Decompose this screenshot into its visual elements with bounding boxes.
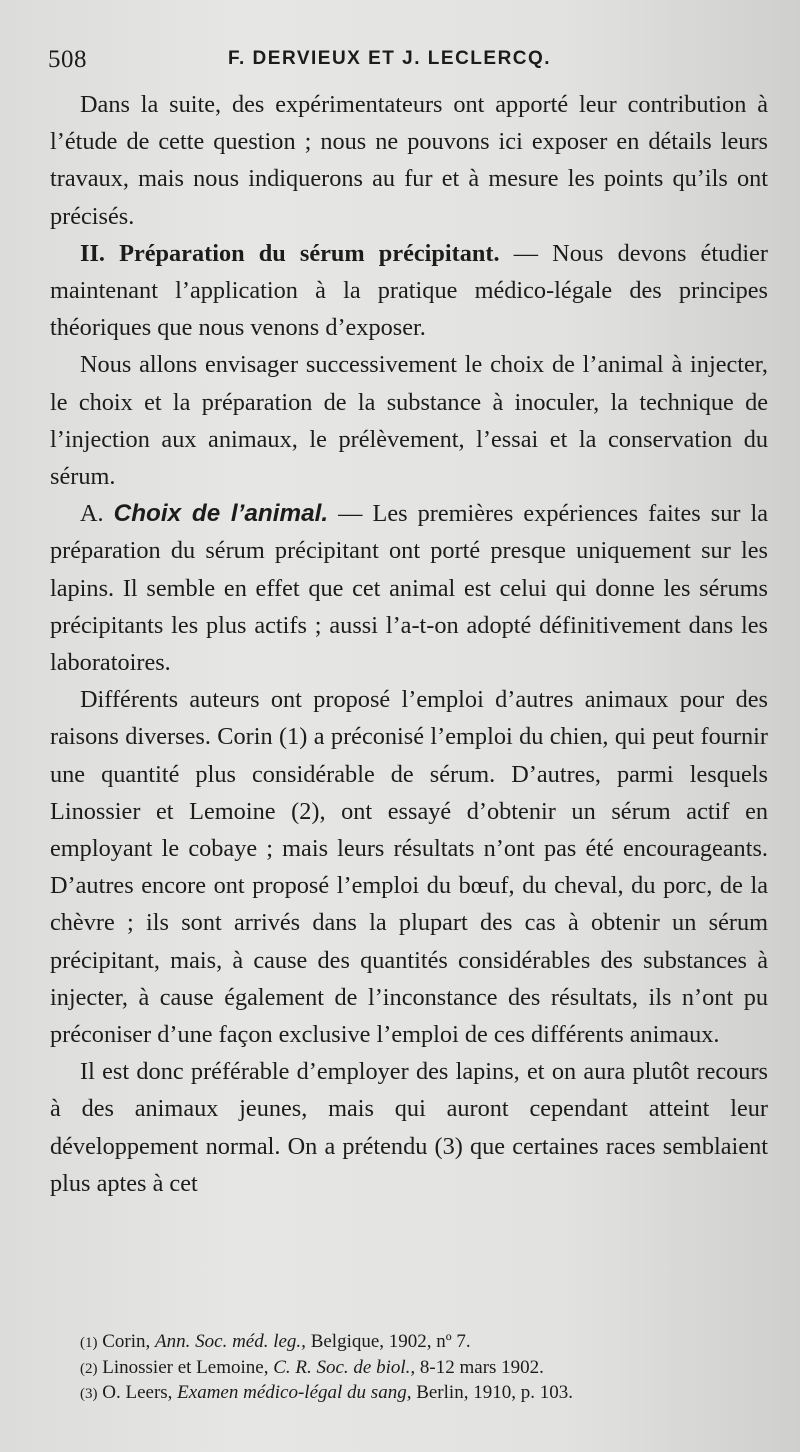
footnote-3 [80, 1381, 770, 1407]
page-number: 508 [48, 46, 87, 73]
body-text [50, 86, 768, 1202]
footnote-author: Corin, [102, 1331, 151, 1352]
footnote-1 [80, 1330, 770, 1356]
paragraph-2-text: — Nous devons étudier maintenant l’application à la pratique médico-légale des principes théoriques que nous venons d’exposer. [50, 239, 769, 342]
footnote-details: Berlin, 1910, p. 103. [416, 1382, 573, 1403]
footnote-number: (3) [80, 1386, 98, 1402]
paragraph-6: Il est donc préférable d’employer des lapins, et on aura plutôt recours à des animaux jeunes, mais qui auront cependant atteint leur développement normal. On a prétendu (3) que certaines races semblaient plus aptes à cet [50, 1058, 768, 1197]
footnote-2 [80, 1356, 770, 1382]
section-heading-ii: II. Préparation du sérum précipitant. [80, 239, 500, 267]
paragraph-3: Nous allons envisager successivement le choix de l’animal à injecter, le choix et la préparation de la substance à inoculer, la technique de l’injection aux animaux, le prélèvement, l’essai et la conservation du sérum. [50, 351, 768, 491]
running-title: F. DERVIEUX ET J. LECLERCQ. [228, 48, 552, 69]
footnote-details: 8-12 mars 1902. [419, 1356, 544, 1378]
paragraph-2 [50, 235, 768, 347]
footnote-author: Linossier et Lemoine, [102, 1356, 269, 1378]
paragraph-4-text: — Les premières expériences faites sur la préparation du sérum précipitant ont porté presque uniquement sur les lapins. Il semble en effet que cet animal est celui qui donne les sérums précipitants les plus actifs ; aussi l’a-t-on adopté définitivement dans les laboratoires. [50, 500, 768, 677]
subsection-letter: A. [80, 500, 114, 528]
footnote-work: Ann. Soc. méd. leg., [155, 1331, 306, 1352]
footnotes [80, 1330, 770, 1407]
footnote-author: O. Leers, [102, 1382, 173, 1403]
footnote-work: Examen médico-légal du sang, [177, 1382, 412, 1403]
subsection-heading-a: Choix de l’animal. [113, 500, 329, 528]
footnote-number: (1) [80, 1335, 98, 1351]
paragraph-4 [50, 495, 768, 681]
footnote-work: C. R. Soc. de biol., [273, 1356, 416, 1378]
paragraph-1: Dans la suite, des expérimentateurs ont apporté leur contribution à l’étude de cette question ; nous ne pouvons ici exposer en détails leurs travaux, mais nous indiquerons au fur et à mesure les points qu’ils ont précisés. [50, 91, 768, 230]
footnote-number: (2) [80, 1360, 98, 1377]
footnote-details: Belgique, 1902, nº 7. [310, 1331, 471, 1352]
page-header [48, 44, 768, 80]
paragraph-5: Différents auteurs ont proposé l’emploi d’autres animaux pour des raisons diverses. Corin (1) a préconisé l’emploi du chien, qui peut fournir une quantité plus considérable de sérum. D’autres, parmi lesquels Linossier et Lemoine (2), ont essayé d’obtenir un sérum actif en employant le cobaye ; mais leurs résultats n’ont pas été encourageants. D’autres encore ont proposé l’emploi du bœuf, du cheval, du porc, de la chèvre ; ils sont arrivés dans la plupart des cas à obtenir un sérum précipitant, mais, à cause des quantités considérables des substances à injecter, à cause également de l’inconstance des résultats, ils n’ont pu préconiser d’une façon exclusive l’emploi de ces différents animaux. [50, 686, 768, 1049]
